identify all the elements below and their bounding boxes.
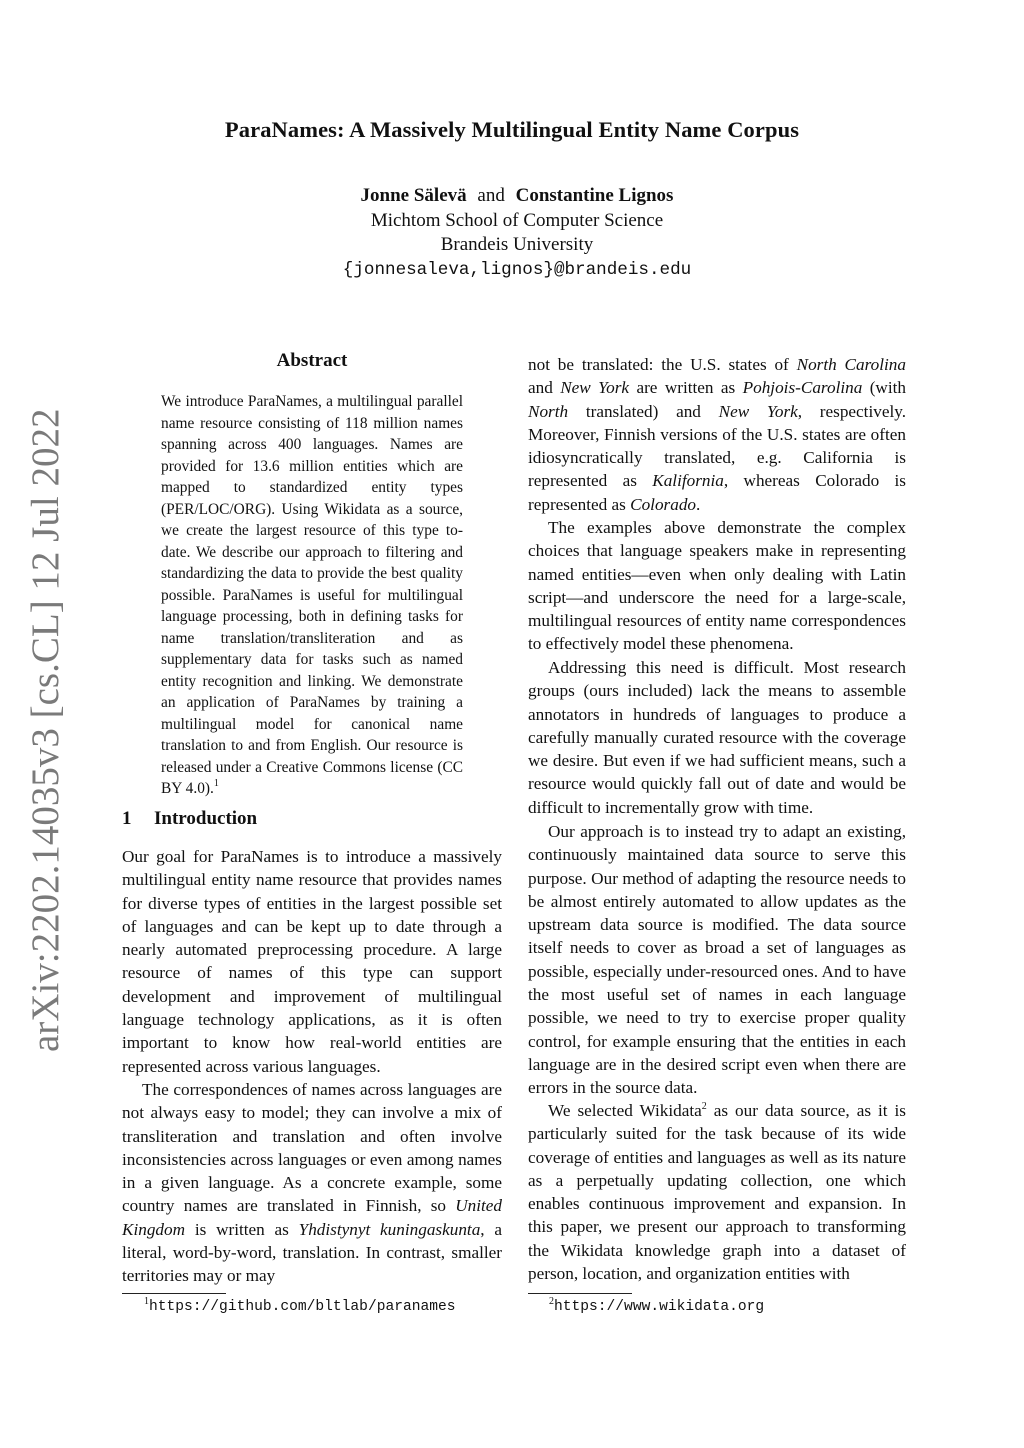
text-run: , a literal, word-by-word, translation. In contrast, smaller territories may or may — [122, 1219, 503, 1286]
intro-paragraph-5: Our approach is to instead try to adapt an existing, continuously maintained data source to serve this purpose. Our method of adapting the resource needs to be almost entirely automated to allow updates as the upstream data source is modified. The data source itself needs to cover as broad a set of languages as possible, especially under-resourced ones. And to have the most useful set of names in each language possible, we need to try to exercise proper quality control, for example ensuring that the entities in each language are in the desired script even when there are errors in the source data. — [528, 822, 906, 1098]
affiliation-university: Brandeis University — [440, 234, 594, 255]
footnote-link[interactable]: https://www.wikidata.org — [554, 1299, 765, 1315]
footnote-marker: 2 — [701, 1101, 707, 1112]
footnote-2 — [549, 1296, 764, 1315]
text-run: (with — [862, 378, 906, 398]
text-run: are written as — [629, 378, 743, 398]
text-run: translated) and — [568, 401, 719, 421]
text-run: . — [696, 494, 701, 514]
italic-term: North Carolina — [796, 355, 906, 374]
text-run: not be translated: the U.S. states of — [528, 355, 797, 374]
intro-paragraph-3: The examples above demonstrate the complex choices that language speakers make in representing named entities—even when only dealing with Latin script—and underscore the need for a large-scale, multilingual resources of entity name correspondences to effectively model these phenomena. — [528, 518, 906, 654]
text-run: and — [528, 378, 561, 398]
italic-term: New York — [718, 401, 798, 421]
intro-paragraph-4: Addressing this need is difficult. Most research groups (ours included) lack the means to assemble annotators in hundreds of languages to produce a carefully manually curated resource with the coverage we desire. But even if we had sufficient means, such a resource would quickly fall out of date and would be difficult to incrementally grow with time. — [528, 658, 906, 817]
author-email: {jonnesaleva,lignos}@brandeis.edu — [342, 260, 692, 280]
text-run: , whereas Colorado is represented as — [528, 471, 906, 514]
author-line — [0, 184, 1024, 208]
footnote-mark: 2 — [549, 1296, 554, 1307]
section-heading — [122, 808, 257, 830]
text-run: We selected Wikidata — [548, 1101, 702, 1120]
footnote-divider — [122, 1293, 226, 1294]
footnote-1 — [144, 1296, 456, 1315]
text-run: as our data source, as it is particularly suited for the task because of its wide coverage of entities and languages as well as its nature as a perpetually updating collection, one which enables continuous improvement and expansion. In this paper, we present our approach to transforming the Wikidata knowledge graph into a dataset of person, location, and organization entities with — [528, 1101, 906, 1284]
affiliation-school: Michtom School of Computer Science — [370, 210, 664, 231]
intro-paragraph-2 — [122, 1078, 502, 1288]
intro-paragraph-1: Our goal for ParaNames is to introduce a massively multilingual entity name resource that provides names for diverse types of entities in the largest possible set of languages and can be kept up to date through a nearly automated preprocessing procedure. A large resource of names of this type can support development and improvement of multilingual language technology applications, as it is often important to know how real-world entities are represented across various languages. — [122, 847, 502, 1076]
section-title: Introduction — [154, 808, 258, 829]
italic-term: Yhdistynyt kuningaskunta — [298, 1219, 481, 1239]
abstract-body: We introduce ParaNames, a multilingual parallel name resource consisting of 118 million names spanning across 400 languages. Names are provided for 13.6 million entities which are mapped to standardized entity types (PER/LOC/ORG). Using Wikidata as a source, we create the largest resource of this type to-date. We describe our approach to filtering and standardizing the data to provide the best quality possible. ParaNames is useful for multilingual language processing, both in defining tasks for name translation/transliteration and as supplementary data for tasks such as named entity recognition and linking. We demonstrate an application of ParaNames by training a multilingual model for canonical name translation to and from English. Our resource is released under a Creative Commons license (CC BY 4.0). — [161, 393, 463, 797]
author-conjunction: and — [477, 185, 505, 206]
text-run: is written as — [185, 1219, 299, 1239]
footnote-link[interactable]: https://github.com/bltlab/paranames — [149, 1299, 456, 1315]
footnote-marker: 1 — [213, 778, 219, 789]
italic-term: Pohjois-Carolina — [742, 378, 863, 398]
text-run: , respectively. Moreover, Finnish versions of the U.S. states are often idiosyncratically translated, e.g. California is represented as — [528, 401, 907, 491]
intro-paragraph-2-continued — [528, 353, 906, 516]
footnote-divider — [528, 1293, 632, 1294]
arxiv-identifier: arXiv:2202.14035v3 [cs.CL] 12 Jul 2022 — [24, 408, 67, 1052]
abstract-text — [161, 391, 463, 800]
italic-term: United Kingdom — [122, 1196, 502, 1239]
section-number: 1 — [122, 808, 132, 829]
author-name: Constantine Lignos — [515, 185, 674, 206]
italic-term: Kalifornia — [652, 471, 724, 491]
author-name: Jonne Sälevä — [360, 185, 467, 206]
text-run: The correspondences of names across languages are not always easy to model; they can involve a mix of transliteration and translation and often involve inconsistencies across languages or even among names in a given language. As a concrete example, some country names are translated in Finnish, so — [122, 1080, 502, 1216]
footnote-mark: 1 — [144, 1296, 149, 1307]
intro-paragraph-6 — [528, 1099, 906, 1285]
italic-term: Colorado — [630, 494, 697, 514]
italic-term: North — [528, 401, 569, 421]
abstract-heading: Abstract — [276, 350, 348, 371]
italic-term: New York — [560, 378, 630, 398]
paper-title: ParaNames: A Massively Multilingual Entity Name Corpus — [224, 117, 800, 142]
